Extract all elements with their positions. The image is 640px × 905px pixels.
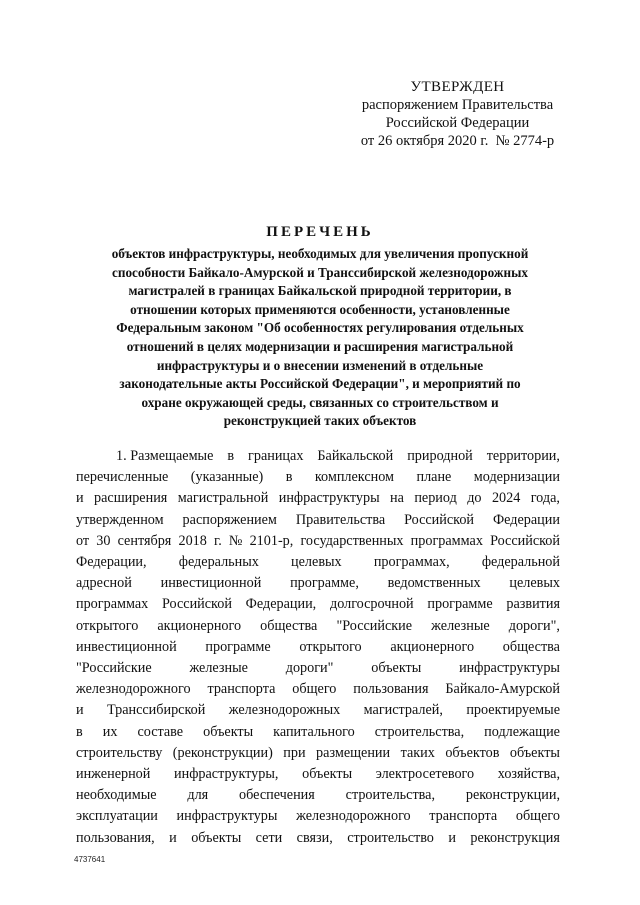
body-word: распоряжением [182,511,277,528]
body-word: государственных [300,532,404,549]
body-word: Правительства [295,511,386,528]
body-line [76,616,560,637]
subtitle-line: охране окружающей среды, связанных со строительством и [141,394,499,410]
body-word: обеспечения [239,787,315,804]
subtitle-line: отношении которых применяются особенности, установленные [130,301,510,317]
body-word: 2101-р, [249,532,294,549]
subtitle-line: отношений в целях модернизации и расширения магистральной [126,338,514,354]
body-word: хозяйства, [497,766,560,783]
body-word: долгосрочной [329,596,414,613]
body-word: железнодорожного [76,681,191,698]
body-word: объекты [302,766,353,783]
body-word: и [448,829,456,846]
body-word: пользования, [76,829,155,846]
body-word: в [285,469,293,486]
body-word: 2018 [178,532,207,549]
body-word: связи, [296,829,333,846]
body-word: программах [76,596,149,613]
subtitle-line: инфраструктуры и о внесении изменений в отдельные [156,357,484,373]
body-word: общества [502,638,560,655]
body-word: размещении [316,744,391,761]
body-word: реконструкции, [465,787,560,804]
body-word: железнодорожного [296,808,411,825]
body-word: года, [530,490,560,507]
body-word: инженерной [76,766,151,783]
body-word: программах [410,532,483,549]
body-word: в [76,723,83,740]
body-word: реконструкция [470,829,560,846]
body-word: программе, [290,575,359,592]
body-word: дороги" [285,660,334,677]
body-word: объектов [445,744,500,761]
body-word: территории, [486,448,560,464]
body-word: инвестиционной [160,575,262,592]
body-word: общего [515,808,560,825]
body-word: проектируемые [466,702,560,719]
body-word: на [390,490,404,507]
body-word: акционерного [390,638,475,655]
body-word: составе [137,723,184,740]
subtitle-line: способности Байкало-Амурской и Транссибирской железнодорожных [112,264,528,280]
body-word: 30 [96,532,111,549]
body-word: целевых [509,575,560,592]
body-word: в [227,448,235,464]
body-line [76,488,560,509]
body-line [76,594,560,615]
body-line [76,510,560,531]
approval-line-2: Российской Федерации [385,115,530,131]
body-line [76,552,560,573]
body-word: общества [260,617,318,634]
body-word: Российской [162,596,232,613]
body-word: открытого [299,638,362,655]
body-word: г. [213,532,222,549]
body-word: программе [427,596,493,613]
body-word: развития [506,596,560,613]
body-line [76,828,560,849]
body-word: инфраструктуры [278,490,380,507]
body-word: утвержденном [76,511,164,528]
body-line [76,637,560,658]
body-word: модернизации [473,469,560,486]
body-word: строительства, [345,787,436,804]
body-word: дороги", [508,617,560,634]
body-word: объекты [371,660,422,677]
body-word: федеральных [178,554,259,571]
body-paragraph [76,446,560,849]
body-word: целевых [291,554,342,571]
subtitle-line: объектов инфраструктуры, необходимых для увеличения пропускной [111,246,529,261]
body-word: Российской [404,511,475,528]
body-word: таких [400,744,435,761]
approval-date: от 26 октября 2020 г. [360,133,489,149]
body-word: открытого [76,617,139,634]
subtitle-line: Федеральным законом "Об особенностях регулирования отдельных [116,320,524,336]
document-title: ПЕРЕЧЕНЬ [266,224,374,240]
body-word: Федерации [492,511,560,528]
body-word: инфраструктуры [176,808,278,825]
body-line [76,679,560,700]
body-word: транспорта [207,681,276,698]
body-line [76,573,560,594]
body-line [76,764,560,785]
body-word: строительство [347,829,434,846]
body-line [76,722,560,743]
body-word: комплексном [314,469,395,486]
subtitle-line: законодательные акты Российской Федерации", и мероприятий по [119,376,521,392]
body-word: Российской [490,532,560,549]
body-word: капитального [273,723,355,740]
body-word: (реконструкции) [172,744,273,761]
body-word: № [228,532,243,549]
body-word: транспорта [429,808,498,825]
body-word: общего [292,681,337,698]
body-line [76,467,560,488]
body-word: сентября [117,532,172,549]
approval-stamp [345,78,570,150]
body-line [76,806,560,827]
body-word: объекты [191,829,242,846]
approval-number: № 2774-р [495,133,555,149]
body-word: строительства, [374,723,465,740]
body-word: расширения [94,490,168,507]
body-word: железные [189,660,248,677]
body-word: строительству [76,744,163,761]
body-word: Байкало-Амурской [445,681,560,698]
body-word: и [76,490,84,507]
body-word: инфраструктуры, [174,766,279,783]
body-word: "Российские [76,660,152,677]
body-word: до [467,490,482,507]
body-word: природной [407,448,473,464]
body-word: сети [255,829,283,846]
body-word: электросетевого [375,766,475,783]
approval-line-1: распоряжением Правительства [361,97,554,113]
body-word: акционерного [157,617,242,634]
body-line [76,700,560,721]
body-word: инфраструктуры [459,660,560,677]
document-subtitle [60,245,580,431]
body-word: (указанные) [190,469,264,486]
body-word: адресной [76,575,132,592]
body-line [76,785,560,806]
body-word: объекты [203,723,254,740]
body-word: железнодорожных [228,702,341,719]
body-word: и [76,702,84,719]
body-word: Транссибирской [106,702,206,719]
body-word: перечисленные [76,469,169,486]
document-number: 4737641 [74,855,106,864]
body-line [76,743,560,764]
body-word: программе [205,638,271,655]
body-word: эксплуатации [76,808,158,825]
body-word: федеральной [481,554,560,571]
body-word: при [283,744,306,761]
body-word: пользования [353,681,429,698]
body-word: необходимые [76,787,157,804]
subtitle-line: реконструкцией таких объектов [223,413,417,429]
body-word: объекты [509,744,560,761]
body-line [76,658,560,679]
body-word: период [414,490,457,507]
body-word: Байкальской [317,448,394,464]
body-word: 1. Размещаемые [116,448,214,464]
body-word: магистральной [177,490,269,507]
body-word: подлежащие [484,723,560,740]
approval-decree-line [345,132,570,150]
body-line [76,446,560,467]
body-word: от [76,532,90,549]
body-word: железные [431,617,490,634]
subtitle-line: магистралей в границах Байкальской природной территории, в [128,283,512,299]
body-word: ведомственных [387,575,481,592]
body-word: 2024 [491,490,521,507]
body-word: границах [248,448,304,464]
body-word: Федерации, [245,596,317,613]
body-word: магистралей, [363,702,443,719]
body-word: Федерации, [76,554,147,571]
approved-label: УТВЕРЖДЕН [410,79,505,95]
body-line [76,531,560,552]
body-word: "Российские [336,617,413,634]
body-word: инвестиционной [76,638,177,655]
body-word: для [187,787,209,804]
body-word: плане [416,469,452,486]
body-word: программах, [373,554,450,571]
body-word: их [102,723,118,740]
body-word: и [169,829,177,846]
